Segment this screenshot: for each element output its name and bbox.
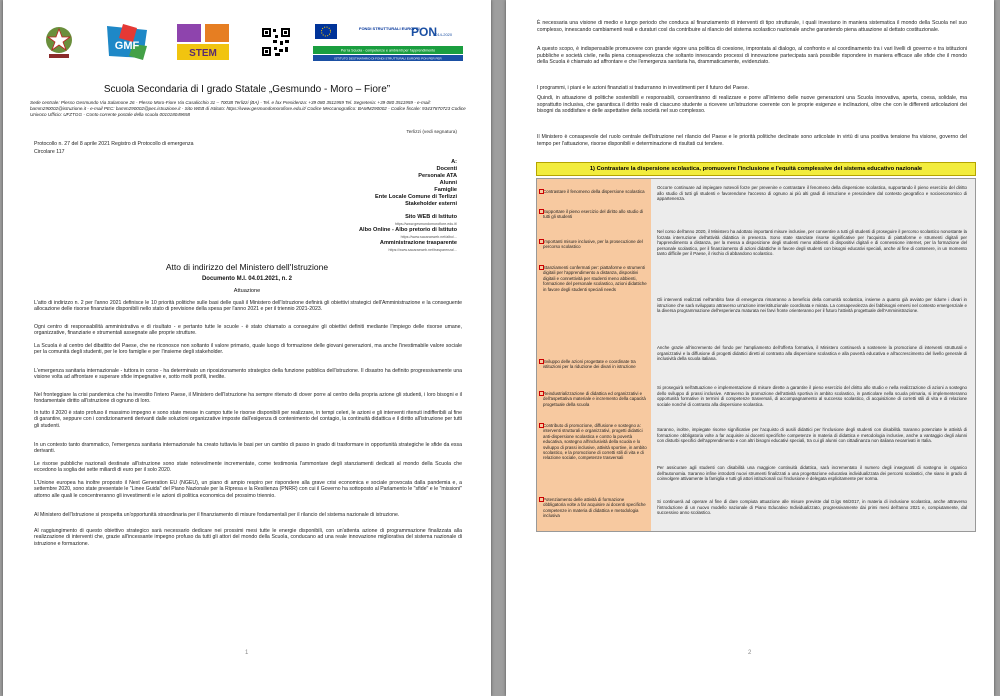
header-logos bbox=[43, 22, 463, 64]
table-left-item: Reindustrializzazione di didattica ed organizzativi e dell'aspettativa materiale e incremento della capacità progettuale della scuola bbox=[543, 391, 647, 407]
school-title: Scuola Secondaria di I grado Statale „Gesmundo - Moro – Fiore” bbox=[103, 84, 391, 95]
table-right-item: Occorre continuare ad impiegare notevoli forze per prevenire e contrastare il fenomeno della dispersione scolastica, supportando il pieno esercizio del diritto allo studio di tutti gli studenti e favorendone l'accesso di ognuno ai più alti gradi di istruzione e prescindere dal contesto geografico e socioeconomico di appartenenza. bbox=[657, 185, 967, 201]
table-left-item: Importanti misure inclusive, per la prosecuzione del percorso scolastico bbox=[543, 239, 647, 250]
bullet-square-icon bbox=[539, 239, 544, 244]
eu-years-text: 2014-2020 bbox=[433, 32, 453, 37]
eu-pon-text: PON bbox=[411, 25, 438, 39]
body-paragraph: La Scuola è al centro del dibattito del Paese, che ne riconosce non soltanto il valore primario, quale luogo di formazione delle giovani generazioni, ma anche l'inestimabile valore sociale per la comunità degli studenti, per le loro famiglie e per l'insieme degli stakeholder. bbox=[34, 343, 462, 356]
stem-logo-icon bbox=[175, 22, 231, 62]
table-right-item: Anche grazie all'incremento del fondo per l'ampliamento dell'offerta formativa, il Ministero continuerà a sostenere la promozione di interventi strutturali e organizzativi e la diffusione di progetti didattici diretti al contrasto alla dispersione scolastica e alla povertà educativa e all'accrescimento del livello generale di inclusività della scuola italiana. bbox=[657, 345, 967, 361]
bullet-square-icon bbox=[539, 391, 544, 396]
eu-footer-text: ISTITUTO DESTINATARIO DI FONDI STRUTTURALI EUROPEI PON PER PER bbox=[334, 56, 442, 61]
priority-table bbox=[536, 178, 976, 532]
eu-subtitle-text: Per la Scuola - competenze e ambienti per l'apprendimento bbox=[340, 48, 436, 53]
table-right-item: Saranno, inoltre, impiegate risorse significative per l'acquisto di ausili didattici per l'inclusione degli studenti con disabilità. Saranno potenziate le attività di formazione obbligatoria volte a far acquisire ai docenti specifiche competenze in materia di didattica e metodologia inclusive, anche a vantaggio degli alunni con disturbi specifici dell'apprendimento e con altri bisogni educativi speciali, tra cui gli alunni con cittadinanza non italiana neoarrivati in Italia. bbox=[657, 427, 967, 443]
body-paragraph: È necessaria una visione di medio e lungo periodo che conduca al finanziamento di interventi di tipo strutturale, i quali investano in maniera sistematica il mondo della Scuola nel suo complesso, innescando cambiamenti reali e duraturi così da contribuire al rilancio del sistema scolastico nazionale anche garantendo piena attuazione al dettato costituzionale. bbox=[537, 20, 967, 33]
table-left-item: Contributo di promozione, diffusione e sostegno a: interventi strutturali e organizzativi, progetti didattici anti-dispersione scolastica e contro la povertà educativa, sostegno all'inclusività della scuola e lo sviluppo di prassi inclusive, attività sportive, in ambito scolastico, e la promozione di corretti stili di vita e di relazione sociale, competenze trasversali bbox=[543, 423, 647, 461]
body-paragraph: Al Ministero dell'Istruzione si prospetta un'opportunità straordinaria per il finanziamento di misure fondamentali per il rilancio del sistema nazionale di istruzione. bbox=[34, 512, 400, 518]
body-paragraph: L'Unione europea ha inoltre proposto il Next Generation EU (NGEU), un piano di ampio respiro per rispondere alla grave crisi economica e sociale provocata dalla pandemia e, a settembre 2020, sono state presentate le "Linee Guida" del Piano Nazionale per la Ripresa e la Resilienza (PNRR) con cui il Governo ha sottoposto al Parlamento le "sfide" e le "missioni" attorno alle quali le concentreranno gli investimenti e le azioni di politica economica del prossimo triennio. bbox=[34, 480, 462, 499]
site-label: Sito WEB di Istituto bbox=[405, 214, 457, 220]
body-paragraph: Le risorse pubbliche nazionali destinate all'istruzione sono state notevolmente incrementate, come testimonia l'ammontare degli stanziamenti dedicati al mondo della Scuola che eccedono la soglia dei sette miliardi di euro per il solo 2020. bbox=[34, 461, 462, 474]
table-left-item: Sviluppo delle azioni progettate e coordinate tra istituzioni per la riduzione dei divari in istruzione bbox=[543, 359, 647, 370]
qr-code-icon bbox=[261, 27, 291, 57]
body-paragraph: A questo scopo, è indispensabile promuovere con grande vigore una politica di coesione, improntata al dialogo, al confronto e al coordinamento tra i vari livelli di governo e tra istituzioni pubbliche e società civile, nella piena consapevolezza che soltanto innescando processi di innovazione partecipata sarà possibile rispondere in maniera efficace alle sfide che il mondo della Scuola è chiamato ad affrontare e che l'emergenza sanitaria ha, drammaticamente, evidenziato. bbox=[537, 46, 967, 65]
school-address: Sede centrale: Plesso Gesmundo Via Salamone 26 - Plesso Moro-Fiore Via Casalicchio 31 – 70038 Terlizzi (BA) - Tel. e fax Presidenza: +39 080 3511959 Tel. Segreteria: +39 080 3511959 - e-mail: bamm290002@istruzione.it - e-mail PEC: bamm290002@pec.istruzione.it - Sito WEB di Istituto: https://www.gesmundomorofiore.edu.it/ Codice Meccanografico: BAMM290002 - Codice fiscale: 93437870723 Codice Univoco Ufficio: UFZTGG - Conto corrente postale della scuola 001018049658 bbox=[30, 100, 466, 117]
act-title: Atto di indirizzo del Ministero dell'Istruzione bbox=[165, 262, 329, 272]
gmf-logo-text: GMF bbox=[114, 40, 140, 52]
body-paragraph: L'emergenza sanitaria internazionale - tuttora in corso - ha determinato un riposizionamento strategico della funzione pubblica dell'istruzione. Il disastro ha definito progressivamente una visione volta ad affrontare e superare sfide impegnative e, sotto molti profili, inedite. bbox=[34, 368, 462, 381]
bullet-square-icon bbox=[539, 209, 544, 214]
body-paragraph: L'atto di indirizzo n. 2 per l'anno 2021 definisce le 10 priorità politiche sulle basi delle quali il Ministero dell'Istruzione definirà gli obiettivi strategici dell'Amministrazione e la conseguente allocazione delle risorse finanziarie disponibili nello stato di previsione della spesa per l'anno 2021 e per il triennio 2021-2023. bbox=[34, 300, 462, 313]
body-paragraph: Quindi, in attuazione di politiche sostenibili e responsabili, consentiranno di realizzare e porre all'interno delle nuove generazioni una Scuola innovativa, aperta, coesa, solidale, ma soprattutto inclusiva, che garantisca il diritto reale di ciascuno studente a ricevere un'istruzione coerente con le proprie esigenze e inclinazioni, oltre che con le differenti articolazioni dei bisogni da soddisfare e delle aspettative della società nel suo complesso. bbox=[537, 95, 967, 114]
gmf-logo-icon bbox=[103, 22, 151, 62]
bullet-square-icon bbox=[539, 423, 544, 428]
circular-number: Circolare 117 bbox=[34, 149, 65, 155]
table-left-item: Stanziamenti confermati per: piattaforme e strumenti digitali per l'apprendimento a distanza, dispositivi digitali e connettività per studenti meno abbienti, formazione del personale scolastico, azioni didattiche in favore degli studenti speciali needs bbox=[543, 265, 647, 292]
recipient-item: A: bbox=[451, 159, 457, 165]
place-date: Terlizzi (vedi segnatura) bbox=[406, 130, 457, 135]
amministrazione-label: Amministrazione trasparente bbox=[379, 240, 457, 246]
table-right-column bbox=[651, 179, 975, 531]
body-paragraph: I programmi, i piani e le azioni finanziati si tradurranno in investimenti per il futuro del Paese. bbox=[537, 85, 749, 91]
document-page-2 bbox=[506, 0, 994, 696]
table-right-item: Nel corso dell'anno 2020, il Ministero ha adottato importanti misure inclusive, per consentire a tutti gli studenti di proseguire il percorso scolastico nonostante la forzata interruzione dell'attività didattica in presenza. Sono state stanziate risorse significative per l'acquisto di piattaforme e strumenti digitali per l'apprendimento a distanza, per la messa a disposizione degli studenti meno abbienti di dispositivi digitali e di connessione internet, per la formazione del personale scolastico, per il finanziamento di azioni didattiche in favore degli studenti con bisogni educativi speciali, anche al fine di contenere, in un momento tanto difficile per il Paese, il rischio di abbandono scolastico. bbox=[657, 229, 967, 256]
eu-title-text: FONDI STRUTTURALI EUROPEI bbox=[359, 26, 420, 31]
recipient-item: Alunni bbox=[439, 180, 457, 186]
recipients-list bbox=[375, 159, 457, 208]
bullet-square-icon bbox=[539, 265, 544, 270]
bullet-square-icon bbox=[539, 359, 544, 364]
recipient-item: Stakeholder esterni bbox=[405, 201, 457, 207]
page-number: 1 bbox=[245, 650, 249, 656]
protocol-line: Protocollo n. 27 del 8 aprile 2021 Registro di Protocollo di emergenza bbox=[34, 141, 194, 147]
priority-banner: 1) Contrastare la dispersione scolastica, promuovere l'inclusione e l'equità complessive del sistema educativo nazionale bbox=[536, 162, 976, 176]
recipient-item: Docenti bbox=[436, 166, 457, 172]
albo-url-link[interactable]: https://www.sacaraxweb.net/albo/... bbox=[400, 235, 457, 239]
table-right-item: Si proseguirà nell'attuazione e implementazione di misure dirette a garantire il pieno esercizio del diritto allo studio e nella realizzazione di azioni a sostegno dello sviluppo di prassi inclusive. Attraverso la promozione dell'attività sportiva in ambito scolastico, in particolare nella scuola primaria, si implementeranno opportunità formative in termini di competenze trasversali, di accompagnamento al successo scolastico, di acquisizione di corretti stili di vita e di relazione sociale nonché di contrasto alla dispersione scolastica. bbox=[657, 385, 967, 407]
document-number: Documento M.I. 04.01.2021, n. 2 bbox=[201, 276, 293, 282]
table-right-item: Per assicurare agli studenti con disabilità una maggiore continuità didattica, sarà incrementato il numero degli insegnanti di sostegno in organico dell'autonomia. Saranno infine introdotti nuovi strumenti finalizzati a una progettazione educativa individualizzata dei percorsi scolastici, che siano in grado di coinvolgere attivamente la famiglia e tutti gli attori istituzionali cui l'inclusione è delegata esplicitamente per norma. bbox=[657, 465, 967, 481]
republic-emblem-icon bbox=[43, 22, 75, 62]
body-paragraph: Il Ministero è consapevole del ruolo centrale dell'istruzione nel rilancio del Paese e le priorità politiche declinate sono articolate in virtù di una positiva tensione fra visione, governo del tempo per l'attuazione, risorse disponibili e determinazione di risultati cui tendere. bbox=[537, 134, 967, 147]
table-left-column bbox=[537, 179, 651, 531]
albo-label: Albo Online - Albo pretorio di Istituto bbox=[359, 227, 457, 233]
table-left-item: Potenziamento delle attività di formazione obbligatoria volte a far acquisire ai docenti specifiche competenze in materia di didattica e metodologia inclusiva bbox=[543, 497, 647, 519]
bullet-square-icon bbox=[539, 189, 544, 194]
body-paragraph: Al raggiungimento di questo obiettivo strategico sarà necessario dedicare nei prossimi mesi tutte le energie disponibili, con un'attenta azione di programmazione finalizzata alla realizzazione di interventi che, grazie all'incessante impegno profuso da tutti gli attori del mondo della Scuola, conducano ad una reale innovazione migliorativa del sistema nazionale di istruzione e formazione. bbox=[34, 528, 462, 547]
page-number: 2 bbox=[748, 650, 752, 656]
body-paragraph: In un contesto tanto drammatico, l'emergenza sanitaria internazionale ha creato tuttavia le basi per un cambio di passo in grado di trasformare in opportunità strategiche le sfide da essa derivanti. bbox=[34, 442, 462, 455]
recipient-item: Personale ATA bbox=[418, 173, 457, 179]
amministrazione-url-link[interactable]: https://www.sacaraxweb.net/trasparenza/... bbox=[388, 248, 457, 252]
bullet-square-icon bbox=[539, 497, 544, 502]
recipient-item: Ente Locale Comune di Terlizzi bbox=[375, 194, 457, 200]
stem-logo-text: STEM bbox=[189, 48, 217, 59]
site-url-link[interactable]: https://www.gesmundomorofiore.edu.it/ bbox=[394, 222, 457, 226]
body-paragraph: In tutto il 2020 è stato profuso il massimo impegno e sono state messe in campo tutte le risorse disponibili per realizzare, in tempi celeri, le azioni e gli interventi ritenuti indifferibili al fine di garantire, seppure con i condizionamenti derivanti dalle soluzioni organizzative imposte dall'esigenza di contenimento del contagio, la continuità didattica e il diritto all'istruzione per tutti gli studenti. bbox=[34, 410, 462, 429]
recipient-item: Famiglie bbox=[434, 187, 457, 193]
eu-pon-banner-icon bbox=[313, 22, 463, 62]
table-right-item: Si continuerà ad operare al fine di dare compiuta attuazione alle misure previste dal D.lgs 66/2017, in materia di inclusione scolastica, anche attraverso l'introduzione di un nuovo modello nazionale di Piano Educativo Individualizzato, progressivamente dai primi mesi dell'anno 2021 e, compiutamente, dal successivo anno scolastico. bbox=[657, 499, 967, 515]
table-left-item: Contrastare il fenomeno della dispersione scolastica bbox=[543, 189, 647, 194]
body-paragraph: Nel fronteggiare la crisi pandemica che ha investito l'intero Paese, il Ministero dell'Istruzione ha sempre ritenuto di dover porre al centro della propria azione gli studenti, i loro bisogni e il fondamentale diritto all'istruzione di ognuno di loro. bbox=[34, 392, 462, 405]
attuazione-heading: Attuazione bbox=[233, 288, 261, 294]
document-page-1 bbox=[3, 0, 491, 696]
table-left-item: Supportare il pieno esercizio del diritto allo studio di tutti gli studenti bbox=[543, 209, 647, 220]
table-right-item: Gli interventi realizzati nell'ambito fase di emergenza rimarranno a beneficio della comunità scolastica, insieme a quanto già avviato per ridurre i divari in istruzione che sarà sviluppato attraverso un'azione interistituzionale coordinata e mirata. La consapevolezza dei fabbisogni emersi nel contesto emergenziale e la diversa programmazione dell'esperienza maturata nei farvi fronte orienteranno per il futuro l'attività progettuale dell'Amministrazione. bbox=[657, 297, 967, 313]
body-paragraph: Ogni centro di responsabilità amministrativa e di risultato - e pertanto tutte le scuole - è stato chiamato a conseguire gli obiettivi definiti mediante l'impiego delle risorse umane, organizzative, finanziarie e strumentali assegnate alle proprie strutture. bbox=[34, 324, 462, 337]
